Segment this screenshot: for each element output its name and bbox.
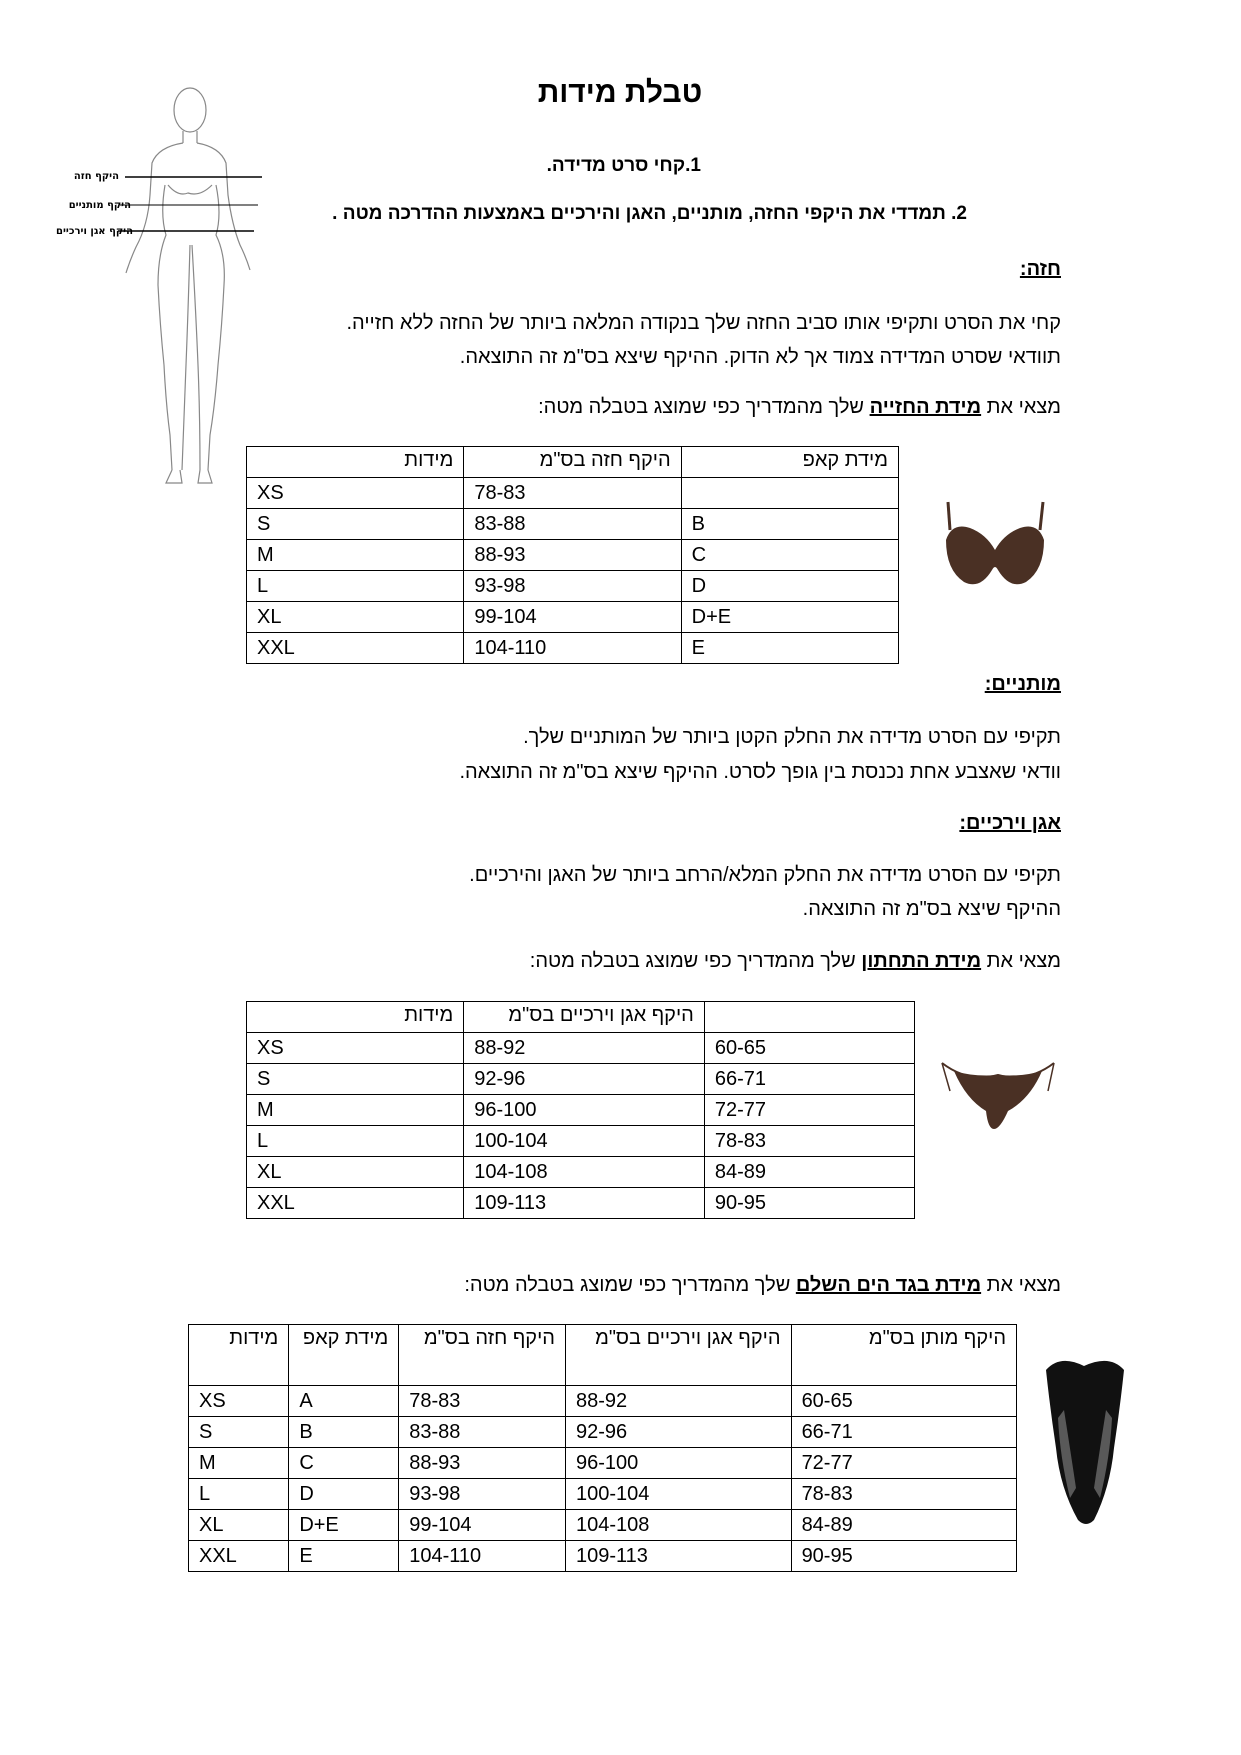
- table-header-cell: [704, 1002, 914, 1033]
- page-title: טבלת מידות: [537, 76, 703, 109]
- table-cell: XL: [247, 1157, 464, 1188]
- table-cell: 88-92: [565, 1386, 791, 1417]
- table-header-cell: מידות: [247, 447, 464, 478]
- table-row: [247, 1157, 915, 1188]
- waist-instruction-1: תקיפי עם הסרט מדידה את החלק הקטן ביותר של המותניים שלך.: [523, 726, 1061, 748]
- bra-icon: [940, 500, 1050, 592]
- table-cell: L: [189, 1479, 289, 1510]
- bottom-find-text: [241, 944, 1061, 978]
- table-cell: D: [289, 1479, 399, 1510]
- table-header-cell: היקף מותן בס"מ: [791, 1325, 1016, 1386]
- table-cell: XS: [247, 1033, 464, 1064]
- table-cell: 96-100: [565, 1448, 791, 1479]
- table-header-cell: היקף אגן וירכיים בס"מ: [565, 1325, 791, 1386]
- table-cell: [681, 478, 898, 509]
- table-cell: 88-93: [399, 1448, 566, 1479]
- bikini-bottom-image: [938, 1055, 1058, 1135]
- table-cell: 104-110: [464, 633, 681, 664]
- table-cell: 109-113: [565, 1541, 791, 1572]
- bust-heading: חזה:: [1019, 258, 1061, 280]
- bust-instruction-2: תוודאי שסרט המדידה צמוד אך לא הדוק. ההיקף שיצא בס"מ זה התוצאה.: [459, 346, 1061, 368]
- table-cell: 66-71: [791, 1417, 1016, 1448]
- table-header-cell: מידות: [247, 1002, 464, 1033]
- table-cell: 78-83: [464, 478, 681, 509]
- table-cell: 90-95: [791, 1541, 1016, 1572]
- table-cell: L: [247, 571, 464, 602]
- table-cell: C: [681, 540, 898, 571]
- table-cell: 104-108: [464, 1157, 705, 1188]
- table-cell: 88-92: [464, 1033, 705, 1064]
- table-cell: M: [189, 1448, 289, 1479]
- waist-heading: מותניים:: [984, 673, 1061, 695]
- table-cell: B: [681, 509, 898, 540]
- bra-find-bold: מידת החזייה: [869, 396, 982, 418]
- table-cell: S: [247, 509, 464, 540]
- table-cell: 109-113: [464, 1188, 705, 1219]
- table-cell: 93-98: [464, 571, 681, 602]
- bottom-find-pre: מצאי את: [981, 950, 1061, 972]
- table-row: [247, 1188, 915, 1219]
- table-cell: D+E: [681, 602, 898, 633]
- swimsuit-find-post: שלך מהמדריך כפי שמוצג בטבלה מטה:: [464, 1274, 796, 1296]
- table-cell: 83-88: [399, 1417, 566, 1448]
- table-row: [247, 478, 899, 509]
- table-row: [189, 1541, 1017, 1572]
- table-cell: 84-89: [791, 1510, 1016, 1541]
- table-row: [247, 540, 899, 571]
- table-row: [247, 1064, 915, 1095]
- bust-instruction-1: קחי את הסרט ותקיפי אותו סביב החזה שלך בנקודה המלאה ביותר של החזה ללא חזייה.: [346, 312, 1061, 334]
- table-row: [247, 1126, 915, 1157]
- bra-find-pre: מצאי את: [981, 396, 1061, 418]
- table-header-cell: היקף חזה בס"מ: [464, 447, 681, 478]
- table-cell: S: [189, 1417, 289, 1448]
- table-row: [189, 1417, 1017, 1448]
- table-cell: 90-95: [704, 1188, 914, 1219]
- table-cell: 93-98: [399, 1479, 566, 1510]
- table-cell: 72-77: [791, 1448, 1016, 1479]
- table-cell: M: [247, 540, 464, 571]
- table-cell: D+E: [289, 1510, 399, 1541]
- table-header-cell: מידות: [189, 1325, 289, 1386]
- table-row: [189, 1386, 1017, 1417]
- table-header-cell: היקף אגן וירכיים בס"מ: [464, 1002, 705, 1033]
- table-row: [247, 571, 899, 602]
- swimsuit-find-bold: מידת בגד הים השלם: [795, 1274, 982, 1296]
- table-header-cell: מידת קאפ: [289, 1325, 399, 1386]
- table-cell: D: [681, 571, 898, 602]
- one-piece-swimsuit-image: [1040, 1348, 1130, 1528]
- table-header-row: [247, 1002, 915, 1033]
- table-cell: S: [247, 1064, 464, 1095]
- table-cell: E: [681, 633, 898, 664]
- bra-find-post: שלך מהמדריך כפי שמוצג בטבלה מטה:: [538, 396, 870, 418]
- table-cell: 100-104: [565, 1479, 791, 1510]
- step-2: 2. תמדדי את היקפי החזה, מותניים, האגן והירכיים באמצעות ההדרכה מטה .: [332, 203, 967, 224]
- table-cell: 100-104: [464, 1126, 705, 1157]
- table-row: [189, 1479, 1017, 1510]
- bra-size-table: [246, 446, 899, 664]
- table-cell: 83-88: [464, 509, 681, 540]
- body-figure-sketch: [40, 85, 270, 495]
- table-header-cell: היקף חזה בס"מ: [399, 1325, 566, 1386]
- table-cell: 99-104: [464, 602, 681, 633]
- table-cell: 78-83: [791, 1479, 1016, 1510]
- table-cell: XXL: [247, 1188, 464, 1219]
- table-cell: XXL: [189, 1541, 289, 1572]
- bikini-bottom-icon: [938, 1055, 1058, 1135]
- figure-label-bust: היקף חזה: [73, 171, 119, 182]
- swimsuit-icon: [1040, 1348, 1130, 1528]
- table-row: [247, 509, 899, 540]
- table-row: [247, 1033, 915, 1064]
- figure-label-waist: היקף מותניים: [68, 200, 131, 211]
- table-cell: E: [289, 1541, 399, 1572]
- table-cell: 104-110: [399, 1541, 566, 1572]
- waist-instruction-2: וודאי שאצבע אחת נכנסת בין גופך לסרט. ההיקף שיצא בס"מ זה התוצאה.: [459, 761, 1061, 783]
- table-row: [247, 602, 899, 633]
- table-cell: 84-89: [704, 1157, 914, 1188]
- table-header-row: [189, 1325, 1017, 1386]
- table-cell: 60-65: [791, 1386, 1016, 1417]
- table-cell: 72-77: [704, 1095, 914, 1126]
- table-row: [189, 1448, 1017, 1479]
- table-cell: 66-71: [704, 1064, 914, 1095]
- table-cell: XS: [189, 1386, 289, 1417]
- figure-label-hips: היקף אגן וירכיים: [56, 226, 133, 237]
- table-cell: 99-104: [399, 1510, 566, 1541]
- bottom-find-bold: מידת התחתון: [861, 950, 982, 972]
- body-figure-icon: [40, 85, 270, 495]
- table-row: [247, 633, 899, 664]
- table-cell: 78-83: [399, 1386, 566, 1417]
- table-cell: M: [247, 1095, 464, 1126]
- table-cell: A: [289, 1386, 399, 1417]
- table-cell: XS: [247, 478, 464, 509]
- table-row: [247, 1095, 915, 1126]
- table-header-cell: מידת קאפ: [681, 447, 898, 478]
- table-cell: XL: [247, 602, 464, 633]
- hips-instruction-2: ההיקף שיצא בס"מ זה התוצאה.: [802, 898, 1061, 920]
- table-cell: XXL: [247, 633, 464, 664]
- swimsuit-size-table: [188, 1324, 1017, 1572]
- hips-heading: אגן וירכיים:: [959, 812, 1061, 834]
- swimsuit-find-text: [241, 1268, 1061, 1302]
- step-1: 1.קחי סרט מדידה.: [546, 155, 701, 176]
- table-cell: 60-65: [704, 1033, 914, 1064]
- table-cell: B: [289, 1417, 399, 1448]
- swimsuit-find-pre: מצאי את: [981, 1274, 1061, 1296]
- table-cell: L: [247, 1126, 464, 1157]
- table-cell: C: [289, 1448, 399, 1479]
- bra-image: [940, 500, 1050, 592]
- table-cell: XL: [189, 1510, 289, 1541]
- table-cell: 78-83: [704, 1126, 914, 1157]
- table-header-row: [247, 447, 899, 478]
- hips-instruction-1: תקיפי עם הסרט מדידה את החלק המלא/הרחב ביותר של האגן והירכיים.: [469, 864, 1061, 886]
- table-cell: 96-100: [464, 1095, 705, 1126]
- bottom-size-table: [246, 1001, 915, 1219]
- table-cell: 92-96: [565, 1417, 791, 1448]
- table-row: [189, 1510, 1017, 1541]
- table-cell: 92-96: [464, 1064, 705, 1095]
- table-cell: 104-108: [565, 1510, 791, 1541]
- bottom-find-post: שלך מהמדריך כפי שמוצג בטבלה מטה:: [529, 950, 862, 972]
- bra-find-text: [241, 390, 1061, 424]
- table-cell: 88-93: [464, 540, 681, 571]
